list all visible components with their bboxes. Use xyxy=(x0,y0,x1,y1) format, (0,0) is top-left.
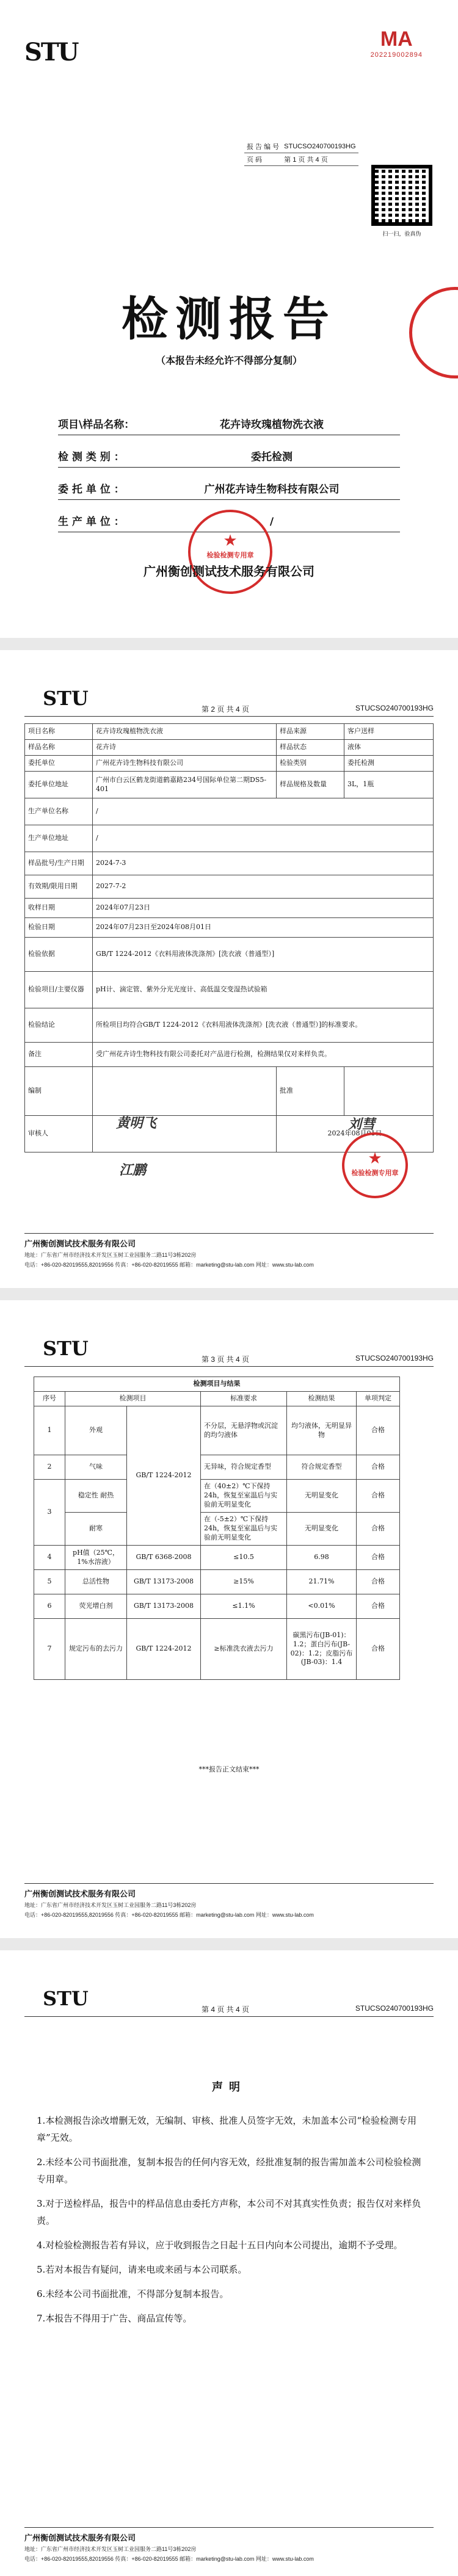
divider xyxy=(24,2527,434,2528)
cell: 生产单位名称 xyxy=(25,798,93,825)
cell: 委托单位地址 xyxy=(25,772,93,798)
cell: 样品批号/生产日期 xyxy=(25,852,93,875)
cell: / xyxy=(93,825,434,852)
cell: 5 xyxy=(34,1570,65,1594)
statement-item: 4.对检验检测报告若有异议，应于收到报告之日起十五日内向本公司提出，逾期不予受理。 xyxy=(37,2240,403,2251)
cell: GB/T 1224-2012《衣料用液体洗涤剂》[洗衣液（普通型）] xyxy=(93,938,434,972)
cell: 审核人 xyxy=(25,1116,93,1152)
stamp-text: 检验检测专用章 xyxy=(206,552,254,559)
cell: GB/T 13173-2008 xyxy=(127,1570,201,1594)
cell: 客户送样 xyxy=(344,724,434,740)
field-label: 项目\样品名称： xyxy=(58,419,135,431)
cell: 1 xyxy=(34,1406,65,1455)
cell: 花卉诗玫瑰植物洗衣液 xyxy=(93,724,277,740)
cell: 编制 xyxy=(25,1067,93,1116)
cell: 3L，1瓶 xyxy=(344,772,434,798)
divider xyxy=(24,1883,434,1884)
report-no: STUCSO240700193HG xyxy=(282,140,358,153)
cell: 样品规格及数量 xyxy=(277,772,344,798)
cell: 稳定性 耐热 xyxy=(65,1480,127,1513)
cell: 检验日期 xyxy=(25,918,93,938)
stu-logo: STU xyxy=(43,1987,89,2010)
page-label: 页 码 xyxy=(244,153,282,166)
cell: ≥15% xyxy=(201,1570,287,1594)
qr-code[interactable] xyxy=(371,165,432,226)
cell: 委托检测 xyxy=(344,756,434,772)
field-value: / xyxy=(269,516,274,528)
footer-contact: 电话：+86-020-82019555,82019556 传真：+86-020-82019555 邮箱：marketing@stu-lab.com 网址：www.stu-lab.com xyxy=(24,1262,314,1268)
divider xyxy=(24,716,434,717)
cell: 3 xyxy=(34,1480,65,1546)
header-cell: 检测结果 xyxy=(287,1392,357,1406)
inspection-stamp: ★ 检验检测专用章 xyxy=(342,1132,408,1198)
field-value: 广州花卉诗生物科技有限公司 xyxy=(204,483,340,496)
footer xyxy=(24,2527,434,2563)
cover-page xyxy=(0,0,458,638)
field-value: 花卉诗玫瑰植物洗衣液 xyxy=(220,419,324,431)
footer-company: 广州衡创测试技术服务有限公司 xyxy=(24,1889,136,1898)
divider xyxy=(24,2016,434,2017)
stu-logo: STU xyxy=(24,38,78,67)
field-label: 委 托 单 位 ： xyxy=(58,483,125,496)
cell: 4 xyxy=(34,1546,65,1570)
cell: 检验类别 xyxy=(277,756,344,772)
cell: ≤10.5 xyxy=(201,1546,287,1570)
results-table xyxy=(34,1377,400,1680)
cell: 检验依据 xyxy=(25,938,93,972)
cell: 在（40±2）℃下保持24h，恢复至室温后与实验前无明显变化 xyxy=(201,1480,287,1513)
cell: 合格 xyxy=(357,1594,400,1619)
cell: 21.71% xyxy=(287,1570,357,1594)
statement-list xyxy=(37,2112,421,2334)
cell: 样品来源 xyxy=(277,724,344,740)
field-label: 生 产 单 位 ： xyxy=(58,516,125,528)
cell: 合格 xyxy=(357,1480,400,1513)
stu-logo: STU xyxy=(43,687,89,710)
cell: ≤1.1% xyxy=(201,1594,287,1619)
reviewer-signature: 江鹏 xyxy=(119,1162,147,1178)
report-meta xyxy=(244,140,358,166)
cell: pH值（25℃，1%水溶液） xyxy=(65,1546,127,1570)
cell: 在（-5±2）℃下保持24h，恢复至室温后与实验前无明显变化 xyxy=(201,1513,287,1546)
page-value: 第 1 页 共 4 页 xyxy=(282,153,358,166)
cell: 委托单位 xyxy=(25,756,93,772)
statement-item: 1.本检测报告涂改增删无效，无编制、审核、批准人员签字无效，未加盖本公司“检验检测专用章”无效。 xyxy=(37,2115,416,2143)
footer xyxy=(24,1233,434,1268)
cell: 合格 xyxy=(357,1546,400,1570)
cell: 无明显变化 xyxy=(287,1480,357,1513)
cell: GB/T 13173-2008 xyxy=(127,1594,201,1619)
cell: 检验结论 xyxy=(25,1008,93,1043)
footer-contact: 电话：+86-020-82019555,82019556 传真：+86-020-82019555 邮箱：marketing@stu-lab.com 网址：www.stu-lab.com xyxy=(24,2556,314,2562)
results-page xyxy=(0,1300,458,1938)
info-page xyxy=(0,650,458,1288)
cell: 合格 xyxy=(357,1455,400,1480)
cell: 收样日期 xyxy=(25,899,93,918)
qr-caption: 扫一扫，验真伪 xyxy=(382,231,421,237)
cell: 项目名称 xyxy=(25,724,93,740)
cell xyxy=(93,1067,277,1116)
footer-company: 广州衡创测试技术服务有限公司 xyxy=(24,1239,136,1248)
page-number: 第 3 页 共 4 页 xyxy=(202,1355,250,1364)
company-name: 广州衡创测试技术服务有限公司 xyxy=(144,564,314,579)
cell: 所检项目均符合GB/T 1224-2012《衣料用液体洗涤剂》[洗衣液（普通型）]的标准要求。 xyxy=(93,1008,434,1043)
cell: 广州花卉诗生物科技有限公司 xyxy=(93,756,277,772)
field-value: 委托检测 xyxy=(251,451,293,463)
cell: ≥标准洗衣液去污力 xyxy=(201,1619,287,1680)
report-title: 检测报告 xyxy=(122,292,336,346)
cell: 合格 xyxy=(357,1619,400,1680)
page-number: 第 4 页 共 4 页 xyxy=(202,2005,250,2014)
cell: 合格 xyxy=(357,1513,400,1546)
cell: GB/T 1224-2012 xyxy=(127,1619,201,1680)
statement-item: 7.本报告不得用于广告、商品宣传等。 xyxy=(37,2313,192,2324)
cell: 备注 xyxy=(25,1043,93,1067)
cell: 检验项目/主要仪器 xyxy=(25,972,93,1008)
info-row xyxy=(58,403,400,435)
cell: / xyxy=(93,798,434,825)
cell: 2027-7-2 xyxy=(93,875,434,899)
footer-company: 广州衡创测试技术服务有限公司 xyxy=(24,2533,136,2542)
divider xyxy=(24,1366,434,1367)
cell: 合格 xyxy=(357,1570,400,1594)
cell: 不分层，无悬浮物或沉淀的均匀液体 xyxy=(201,1406,287,1455)
cell: 批准 xyxy=(277,1067,344,1116)
cell: 样品状态 xyxy=(277,740,344,756)
report-no: STUCSO240700193HG xyxy=(355,2004,434,2013)
cma-mark xyxy=(371,27,423,59)
cell: 合格 xyxy=(357,1406,400,1455)
statement-item: 2.未经本公司书面批准，复制本报告的任何内容无效，经批准复制的报告需加盖本公司检验检测专用章。 xyxy=(37,2157,421,2185)
cell: 无异味，符合规定香型 xyxy=(201,1455,287,1480)
report-no-label: 报 告 编 号 xyxy=(244,140,282,153)
cell: 2 xyxy=(34,1455,65,1480)
page-number: 第 2 页 共 4 页 xyxy=(202,705,250,714)
footer-address: 地址：广东省广州市经济技术开发区玉树工业园服务二路11号3栋202房 xyxy=(24,1902,197,1908)
header-cell: 序号 xyxy=(34,1392,65,1406)
results-title: 检测项目与结果 xyxy=(34,1377,400,1392)
report-no: STUCSO240700193HG xyxy=(355,1354,434,1362)
footer-address: 地址：广东省广州市经济技术开发区玉树工业园服务二路11号3栋202房 xyxy=(24,1252,197,1258)
report-no: STUCSO240700193HG xyxy=(355,704,434,712)
cma-mark-text: MA xyxy=(380,27,413,51)
statement-item: 3.对于送检样品，报告中的样品信息由委托方声称，本公司不对其真实性负责；报告仅对来样负责。 xyxy=(37,2198,421,2226)
cell: 广州市白云区鹤龙街道鹤嘉路234号国际单位第二期DS5-401 xyxy=(93,772,277,798)
cell: 符合规定香型 xyxy=(287,1455,357,1480)
cell: 无明显变化 xyxy=(287,1513,357,1546)
cell xyxy=(344,1067,434,1116)
cell: 2024年07月23日 xyxy=(93,899,434,918)
issue-date: 2024年08月01日 xyxy=(277,1116,434,1152)
cell: GB/T 1224-2012 xyxy=(127,1406,201,1546)
header-cell: 标准要求 xyxy=(201,1392,287,1406)
cell: 有效期/限用日期 xyxy=(25,875,93,899)
cell: 7 xyxy=(34,1619,65,1680)
footer-contact: 电话：+86-020-82019555,82019556 传真：+86-020-82019555 邮箱：marketing@stu-lab.com 网址：www.stu-lab.com xyxy=(24,1912,314,1918)
cell: 6 xyxy=(34,1594,65,1619)
cell: 均匀液体，无明显异物 xyxy=(287,1406,357,1455)
cell: 总活性物 xyxy=(65,1570,127,1594)
info-table xyxy=(24,723,434,1152)
statement-item: 6.未经本公司书面批准，不得部分复制本报告。 xyxy=(37,2288,229,2299)
statement-item: 5.若对本报告有疑问，请来电或来函与本公司联系。 xyxy=(37,2264,247,2275)
cell: 2024-7-3 xyxy=(93,852,434,875)
info-row xyxy=(58,468,400,500)
stamp-text: 检验检测专用章 xyxy=(351,1170,399,1177)
end-note: ***报告正文结束*** xyxy=(198,1765,260,1773)
cell: GB/T 6368-2008 xyxy=(127,1546,201,1570)
cell: 荧光增白剂 xyxy=(65,1594,127,1619)
report-subtitle: （本报告未经允许不得部分复制） xyxy=(155,355,302,366)
cell: 6.98 xyxy=(287,1546,357,1570)
cell: 液体 xyxy=(344,740,434,756)
editor-signature: 黄明飞 xyxy=(116,1115,157,1131)
company-stamp: ★ 检验检测专用章 xyxy=(188,510,272,594)
cell: 受广州花卉诗生物科技有限公司委托对产品进行检测，检测结果仅对来样负责。 xyxy=(93,1043,434,1067)
cell: 样品名称 xyxy=(25,740,93,756)
cell: 碳黑污布(JB-01)：1.2；蛋白污布(JB-02)：1.2；皮脂污布(JB-03)：1.4 xyxy=(287,1619,357,1680)
cell: 外观 xyxy=(65,1406,127,1455)
cell: 耐寒 xyxy=(65,1513,127,1546)
cell: 2024年07月23日至2024年08月01日 xyxy=(93,918,434,938)
cell: pH计、滴定管、紫外分光光度计、高低温交变湿热试验箱 xyxy=(93,972,434,1008)
divider xyxy=(24,1233,434,1234)
header-cell: 检测项目 xyxy=(65,1392,201,1406)
cell: 气味 xyxy=(65,1455,127,1480)
cell: 生产单位地址 xyxy=(25,825,93,852)
cma-number: 202219002894 xyxy=(370,51,423,59)
stu-logo: STU xyxy=(43,1337,89,1360)
cell: 花卉诗 xyxy=(93,740,277,756)
info-row xyxy=(58,435,400,468)
statement-page xyxy=(0,1950,458,2576)
cell: 规定污布的去污力 xyxy=(65,1619,127,1680)
footer-address: 地址：广东省广州市经济技术开发区玉树工业园服务二路11号3栋202房 xyxy=(24,2546,197,2552)
field-label: 检 测 类 别 ： xyxy=(58,451,125,463)
statement-title: 声明 xyxy=(212,2081,246,2094)
approver-signature: 刘彗 xyxy=(348,1116,376,1132)
footer xyxy=(24,1883,434,1919)
header-cell: 单项判定 xyxy=(357,1392,400,1406)
cell: <0.01% xyxy=(287,1594,357,1619)
